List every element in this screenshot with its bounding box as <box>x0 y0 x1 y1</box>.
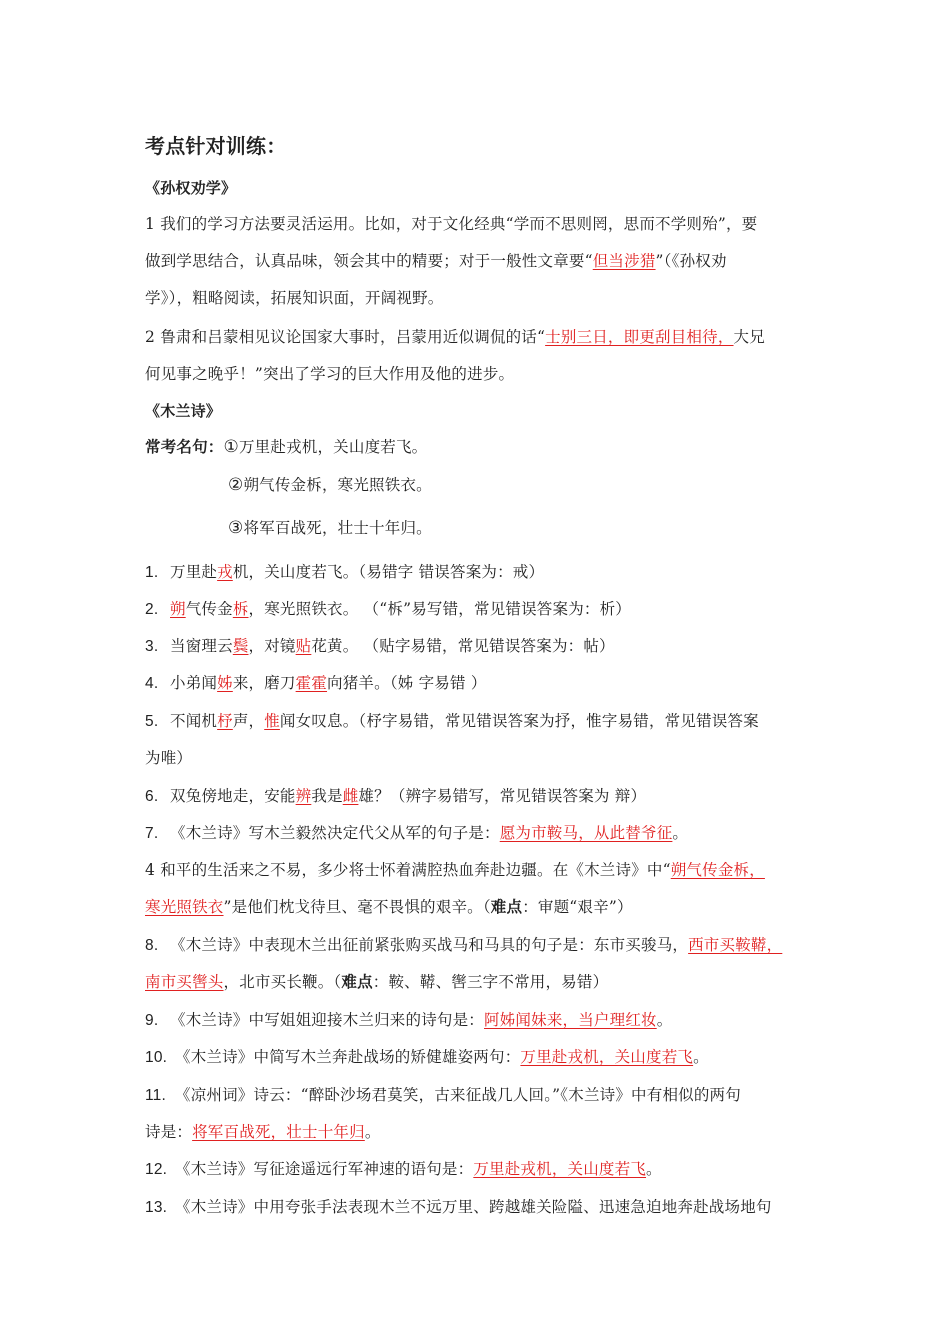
list-item-9: 9. 《木兰诗》中写姐姐迎接木兰归来的诗句是：阿姊闻妹来，当户理红妆。 <box>145 1011 673 1029</box>
q4-line-2: 寒光照铁衣”是他们枕戈待旦、毫不畏惧的艰辛。（难点：审题“艰辛”） <box>145 898 633 916</box>
list-item-12: 12. 《木兰诗》写征途遥远行军神速的语句是：万里赴戎机，关山度若飞。 <box>145 1160 662 1178</box>
list-item-8-cont: 南市买辔头，北市买长鞭。（难点：鞍、鞯、辔三字不常用，易错） <box>145 973 609 991</box>
famous-line-2: ②朔气传金柝，寒光照铁衣。 <box>228 475 432 495</box>
list-item-5: 5. 不闻机杼声，惟闻女叹息。（杼字易错，常见错误答案为抒，惟字易错，常见错误答案 <box>145 712 759 730</box>
list-item-13: 13. 《木兰诗》中用夸张手法表现木兰不远万里、跨越雄关险隘、迅速急迫地奔赴战场地句 <box>145 1198 772 1216</box>
answer: 士别三日，即更刮目相待， <box>545 328 734 346</box>
list-item-6: 6. 双兔傍地走，安能辨我是雌雄？（辨字易错写，常见错误答案为 辩） <box>145 787 647 805</box>
section-heading-sunquan: 《孙权劝学》 <box>145 179 237 197</box>
q1-line-3: 学》），粗略阅读，拓展知识面，开阔视野。 <box>145 289 444 307</box>
list-item-10: 10. 《木兰诗》中简写木兰奔赴战场的矫健雄姿两句：万里赴戎机，关山度若飞。 <box>145 1048 709 1066</box>
list-item-3: 3. 当窗理云鬓，对镜贴花黄。 （贴字易错，常见错误答案为：帖） <box>145 637 615 655</box>
famous-line-3: ③将军百战死，壮士十年归。 <box>228 518 432 538</box>
page-title: 考点针对训练： <box>145 134 287 158</box>
list-item-7: 7. 《木兰诗》写木兰毅然决定代父从军的句子是：愿为市鞍马，从此替爷征。 <box>145 824 689 842</box>
answer: 但当涉猎 <box>592 252 656 270</box>
q2-line-2: 何见事之晚乎！”突出了学习的巨大作用及他的进步。 <box>145 365 515 383</box>
list-item-11-cont: 诗是：将军百战死，壮士十年归。 <box>145 1123 381 1141</box>
list-item-2: 2. 朔气传金柝，寒光照铁衣。 （“柝”易写错，常见错误答案为：析） <box>145 600 631 618</box>
famous-line-1: 常考名句：①万里赴戎机，关山度若飞。 <box>145 437 428 457</box>
q1-line-1: 1 我们的学习方法要灵活运用。比如，对于文化经典“学而不思则罔，思而不学则殆”，要 <box>145 215 758 233</box>
section-heading-mulan: 《木兰诗》 <box>145 402 222 420</box>
list-item-11: 11. 《凉州词》诗云：“醉卧沙场君莫笑，古来征战几人回。”《木兰诗》中有相似的两句 <box>145 1086 741 1104</box>
list-item-1: 1. 万里赴戎机，关山度若飞。（易错字 错误答案为：戒） <box>145 563 545 581</box>
list-item-8: 8. 《木兰诗》中表现木兰出征前紧张购买战马和马具的句子是：东市买骏马，西市买鞍鞯， <box>145 936 783 954</box>
list-item-5-cont: 为唯） <box>145 749 193 767</box>
list-item-4: 4. 小弟闻姊来，磨刀霍霍向猪羊。（姊 字易错 ） <box>145 674 487 692</box>
q1-line-2: 做到学思结合，认真品味，领会其中的精要；对于一般性文章要“但当涉猎”（《孙权劝 <box>145 252 727 270</box>
q2-line-1: 2 鲁肃和吕蒙相见议论国家大事时，吕蒙用近似调侃的话“士别三日，即更刮目相待，大兄 <box>145 328 765 346</box>
q4-line-1: 4 和平的生活来之不易，多少将士怀着满腔热血奔赴边疆。在《木兰诗》中“朔气传金柝， <box>145 861 765 879</box>
